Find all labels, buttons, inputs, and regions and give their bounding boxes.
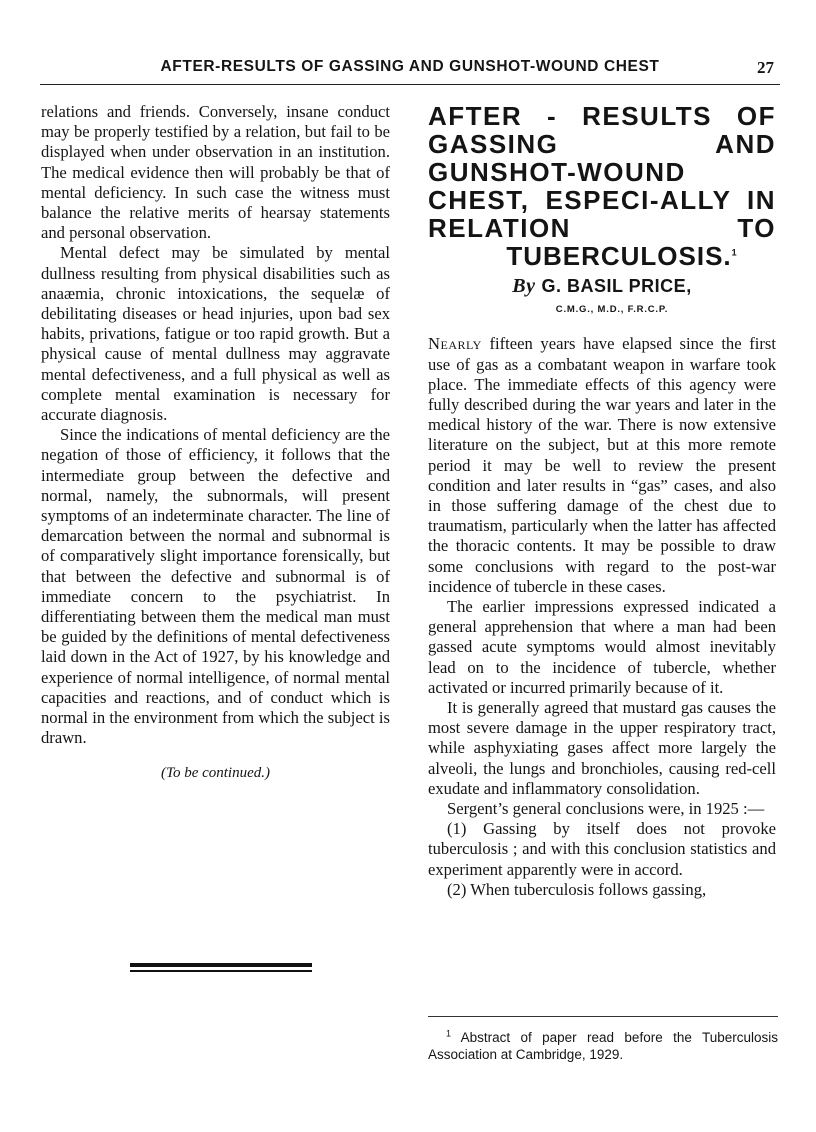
footnote-number: 1: [446, 1028, 452, 1039]
right-column: [428, 102, 776, 900]
footnote-text: [428, 1029, 778, 1063]
byline-prefix: By: [512, 275, 536, 297]
article-title-main: AFTER - RESULTS OF GASSING AND GUNSHOT-WOUND CHEST, ESPECI-ALLY IN RELATION TO: [428, 101, 776, 243]
article-paragraph: (1) Gassing by itself does not provoke tuberculosis ; and with this conclusion statistics and experiment apparently were in accord.: [428, 819, 776, 879]
author-credentials: C.M.G., M.D., F.R.C.P.: [555, 304, 669, 316]
running-title: AFTER-RESULTS OF GASSING AND GUNSHOT-WOUND CHEST: [160, 58, 660, 75]
left-paragraph: Mental defect may be simulated by mental dullness resulting from physical disabilities such as anaæmia, chronic intoxications, the sequelæ of debilitating diseases or head injuries, upon bad sex habits, privations, fatigue or too rapid growth. But a physical cause of mental dullness may aggravate mental defectiveness, and a full physical as well as complete mental examination is necessary for accurate diagnosis.: [41, 243, 390, 425]
thin-rule: [130, 970, 312, 972]
footnote-marker: 1: [731, 247, 738, 258]
article-title-last: TUBERCULOSIS.: [506, 241, 732, 271]
left-paragraph: Since the indications of mental deficiency are the negation of those of efficiency, it follows that the intermediate group between the defective and normal, namely, the subnormals, will present symptoms of an indeterminate character. The line of demarcation between the normal and subnormal is of comparatively slight importance forensically, but that between the defective and subnormal is of immediate concern to the psychiatrist. In differentiating between them the medical man must be guided by the definitions of mental defectiveness laid down in the Act of 1927, by his knowledge and experience of normal intelligence, of normal mental capacities and reactions, and of conduct which is normal in the environment from which the subject is drawn.: [41, 425, 390, 748]
article-paragraph-text: fifteen years have elapsed since the first use of gas as a combatant weapon in warfare took place. The immediate effects of this agency were fully described during the war years and later in the medical history of the war. There is now extensive literature on the subject, but at this more remote period it may be well to review the present condition and later results in “gas” cases, and also in those suffering damage of the chest due to traumatism, particularly when the latter has affected the thoracic contents. It may be possible to draw some conclusions with regard to the post-war incidence of tubercle in these cases.: [428, 334, 776, 596]
left-paragraph: relations and friends. Conversely, insane conduct may be properly testified by a relation, but fail to be displayed when under observation in an institution. The medical evidence then will probably be that of mental deficiency. In such case the witness must balance the relative merits of hearsay statements and personal observation.: [41, 102, 390, 243]
article-paragraph: The earlier impressions expressed indicated a general apprehension that where a man had been gassed acute symptoms would almost inevitably lead on to the incidence of tubercle, whether activated or incurred primarily because of it.: [428, 597, 776, 697]
first-word: Nearly: [428, 334, 482, 354]
article-paragraph: (2) When tuberculosis follows gassing,: [447, 879, 707, 899]
article-paragraph: It is generally agreed that mustard gas causes the most severe damage in the upper respiratory tract, while asphyxiating gases affect more largely the alveoli, the lungs and bronchioles, causing red-cell exudate and inflammatory consolidation.: [428, 698, 776, 798]
article-paragraph: Sergent’s general conclusions were, in 1925 :—: [447, 799, 765, 819]
byline: [428, 276, 776, 296]
article-paragraph: [428, 334, 776, 597]
article-title: [428, 102, 776, 270]
thick-rule: [130, 963, 312, 967]
footnote-body: Abstract of paper read before the Tuberculosis Association at Cambridge, 1929.: [428, 1030, 778, 1062]
article-title-last-line: [428, 242, 776, 270]
footnote: [428, 1016, 778, 1063]
left-column: [41, 102, 390, 783]
page-number: 27: [757, 58, 774, 77]
continued-note: (To be continued.): [160, 764, 270, 781]
running-head: [40, 58, 780, 85]
author-name: G. BASIL PRICE,: [541, 276, 692, 296]
section-end-rule: [130, 963, 312, 972]
